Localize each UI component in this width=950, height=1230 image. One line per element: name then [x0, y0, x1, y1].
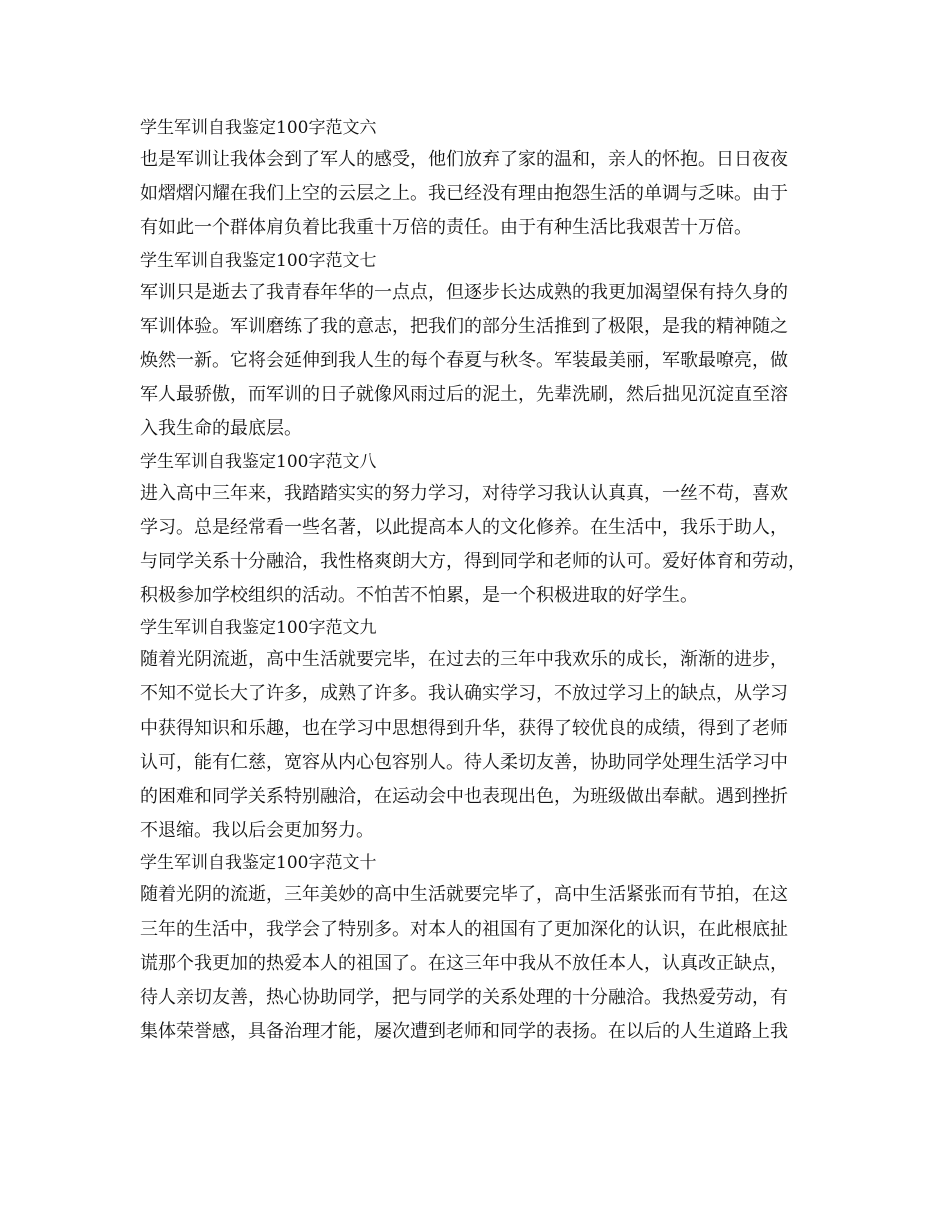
paragraph-line: 待人亲切友善，热心协助同学，把与同学的关系处理的十分融洽。我热爱劳动，有 — [140, 986, 788, 1008]
section-heading: 学生军训自我鉴定100字范文七 — [140, 250, 377, 271]
paragraph-line: 随着光阴的流逝，三年美妙的高中生活就要完毕了，高中生活紧张而有节拍，在这 — [140, 884, 788, 906]
section-heading: 学生军训自我鉴定100字范文八 — [140, 451, 377, 472]
section-6 — [140, 113, 830, 246]
paragraph-line: 也是军训让我体会到了军人的感受，他们放弃了家的温和，亲人的怀抱。日日夜夜 — [140, 149, 788, 170]
paragraph-line: 不退缩。我以后会更加努力。 — [140, 820, 374, 842]
paragraph-line: 积极参加学校组织的活动。不怕苦不怕累，是一个积极进取的好学生。 — [140, 585, 698, 607]
paragraph-line: 谎那个我更加的热爱本人的祖国了。在这三年中我从不放任本人，认真改正缺点， — [140, 952, 788, 974]
paragraph-line: 军训体验。军训磨练了我的意志，把我们的部分生活推到了极限，是我的精神随之 — [140, 315, 788, 337]
paragraph-line: 的困难和同学关系特别融洽，在运动会中也表现出色，为班级做出奉献。遇到挫折 — [140, 786, 788, 807]
paragraph-line: 军人最骄傲，而军训的日子就像风雨过后的泥土，先辈洗刷，然后拙见沉淀直至溶 — [140, 384, 788, 406]
section-heading: 学生军训自我鉴定100字范文十 — [140, 853, 377, 874]
section-10 — [140, 848, 830, 1049]
paragraph-line: 军训只是逝去了我青春年华的一点点，但逐步长达成熟的我更加渴望保有持久身的 — [140, 281, 788, 303]
paragraph-line: 学习。总是经常看一些名著，以此提高本人的文化修养。在生活中，我乐于助人， — [140, 516, 788, 538]
section-heading: 学生军训自我鉴定100字范文九 — [140, 618, 377, 639]
paragraph-line: 不知不觉长大了许多，成熟了许多。我认确实学习，不放过学习上的缺点，从学习 — [140, 683, 788, 705]
paragraph-line: 集体荣誉感，具备治理才能，屡次遭到老师和同学的表扬。在以后的人生道路上我 — [140, 1021, 788, 1043]
section-8 — [140, 447, 830, 614]
paragraph-line: 进入高中三年来，我踏踏实实的努力学习，对待学习我认认真真，一丝不苟，喜欢 — [140, 482, 788, 504]
paragraph-line: 三年的生活中，我学会了特别多。对本人的祖国有了更加深化的认识，在此根底扯 — [140, 918, 788, 940]
section-9 — [140, 613, 830, 848]
paragraph-line: 中获得知识和乐趣，也在学习中思想得到升华，获得了较优良的成绩，得到了老师 — [140, 717, 788, 739]
paragraph-line: 如熠熠闪耀在我们上空的云层之上。我已经没有理由抱怨生活的单调与乏味。由于 — [140, 183, 788, 205]
paragraph-line: 认可，能有仁慈，宽容从内心包容别人。待人柔切友善，协助同学处理生活学习中 — [140, 751, 788, 773]
paragraph-line: 有如此一个群体肩负着比我重十万倍的责任。由于有种生活比我艰苦十万倍。 — [140, 217, 752, 239]
section-heading: 学生军训自我鉴定100字范文六 — [140, 118, 377, 138]
paragraph-line: 与同学关系十分融洽，我性格爽朗大方，得到同学和老师的认可。爱好体育和劳动， — [140, 550, 806, 572]
paragraph-line: 入我生命的最底层。 — [140, 418, 302, 440]
paragraph-line: 随着光阴流逝，高中生活就要完毕，在过去的三年中我欢乐的成长，渐渐的进步， — [140, 649, 788, 671]
document-page — [140, 113, 830, 1049]
section-7 — [140, 246, 830, 447]
paragraph-line: 焕然一新。它将会延伸到我人生的每个春夏与秋冬。军装最美丽，军歌最嘹亮，做 — [140, 349, 788, 371]
